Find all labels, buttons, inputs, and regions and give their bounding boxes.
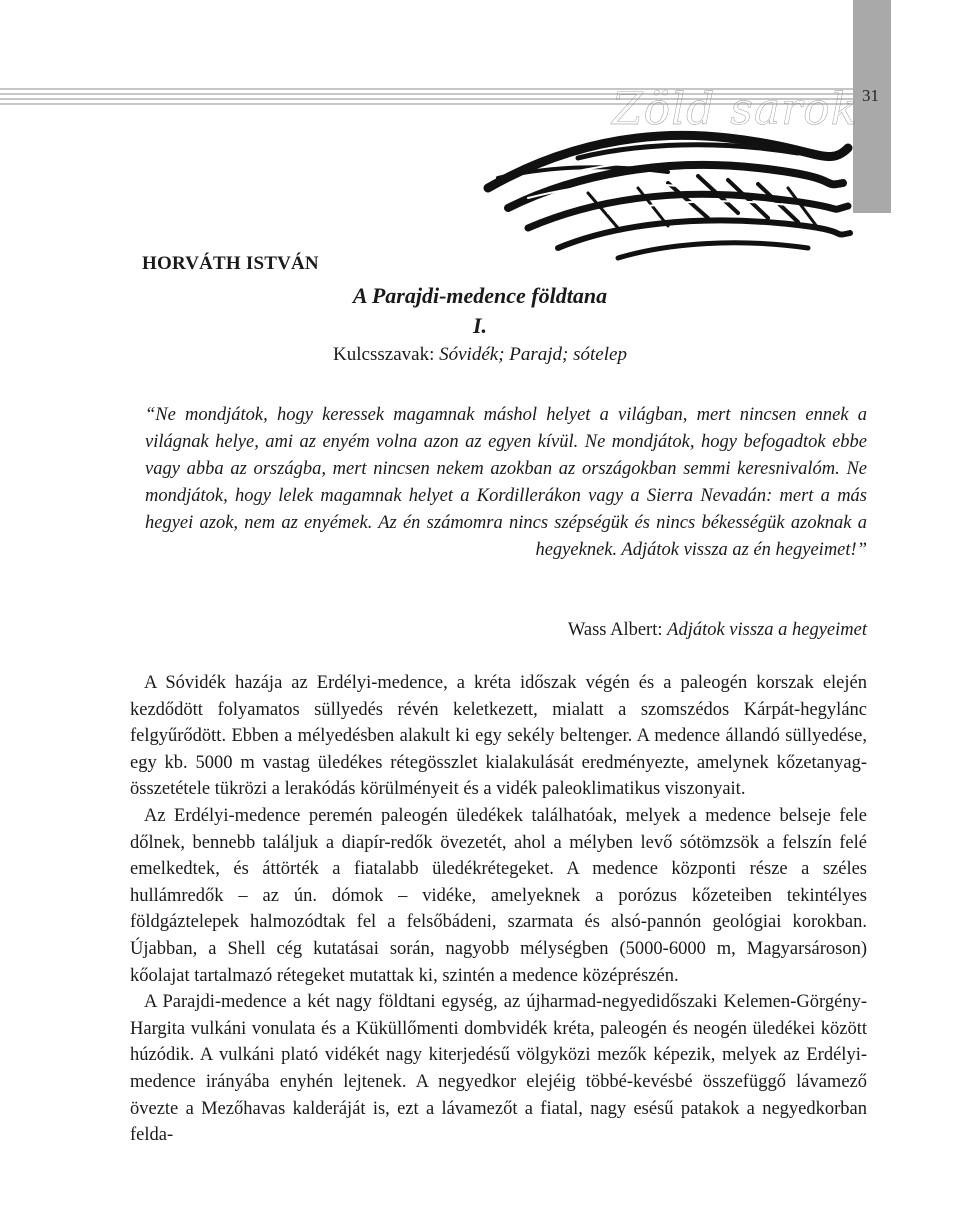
quote-source-author: Wass Albert: [567, 620, 663, 640]
quote-source-title: Adjátok vissza a hegyeimet [667, 620, 867, 640]
keywords-values: Sóvidék; Parajd; sótelep [439, 344, 627, 365]
section-title: Zöld sarok [612, 84, 859, 135]
page-number: 31 [862, 86, 879, 105]
body-paragraph: A Sóvidék hazája az Erdélyi-medence, a kréta időszak végén és a paleogén korszak elején kezdődött folyamatos süllyedés révén keletkezett, mialatt a szomszédos Kárpát-hegylánc felgyűrődött. Ebben a mélyedésben alakult ki egy sekély beltenger. A medence állandó süllyedése, egy kb. 5000 m vastag üledékes rétegösszlet kialakulását eredményezte, amelynek kőzetanyag-összetétele tükrözi a lerakódás körülményeit és a vidék paleoklimatikus viszonyait. [130, 673, 867, 800]
body-paragraph: A Parajdi-medence a két nagy földtani egység, az újharmad-negyedidőszaki Kelemen-Görgény-Hargita vulkáni vonulata és a Küküllőmenti dombvidék kréta, paleogén és neogén üledékei között húzódik. A vulkáni plató vidékét nagy kiterjedésű völgyközi mezők képezik, melyek az Erdélyi-medence irányába enyhén lejtenek. A negyedkor elejéig többé-kevésbé összefüggő lávamező övezte a Mezőhavas kalderáját is, ezt a lávamezőt a fiatal, nagy esésű patakok a negyedkorban felda- [130, 992, 867, 1146]
article-body [130, 670, 867, 1149]
article-title: A Parajdi-medence földtana [352, 283, 608, 308]
body-paragraph: Az Erdélyi-medence peremén paleogén üledékek találhatóak, melyek a medence belseje fele dőlnek, bennebb találjuk a diapír-redők övezetét, ahol a mélyben levő sótömzsök a felszín felé emelkedtek, és áttörték a fiatalabb üledékrétegeket. A medence központi része a széles hullámredők – az ún. dómok – vidéke, amelyeknek a porózus kőzeteiben tekintélyes földgáztelepek halmozódtak fel a felsőbádeni, szarmata és alsó-pannón geológiai korokban. Újabban, a Shell cég kutatásai során, nagyobb mélységben (5000-6000 m, Magyarsároson) kőolajat tartalmazó rétegeket mutattak ki, szintén a medence középrészén. [130, 805, 867, 986]
article-part-number: I. [472, 313, 488, 338]
article-author: HORVÁTH ISTVÁN [142, 253, 319, 274]
page-side-tab [853, 0, 891, 213]
keywords-line [0, 344, 960, 366]
quote-source [145, 620, 867, 641]
keywords-label: Kulcsszavak: [333, 344, 435, 365]
epigraph-quote: “Ne mondjátok, hogy keressek magamnak máshol helyet a világban, mert nincsen ennek a világnak helye, ami az enyém volna azon az egyen kívül. Ne mondjátok, hogy befogadtok ebbe vagy abba az országba, mert nincsen nekem azokban az országokban semmi keresnivalóm. Ne mondjátok, hogy lelek magamnak helyet a Kordillerákon vagy a Sierra Nevadán: mert a más hegyei azok, nem az enyémek. Az én számomra nincs szépségük és nincs békességük azoknak a hegyeknek. Adjátok vissza az én hegyeimet!” [145, 405, 867, 560]
